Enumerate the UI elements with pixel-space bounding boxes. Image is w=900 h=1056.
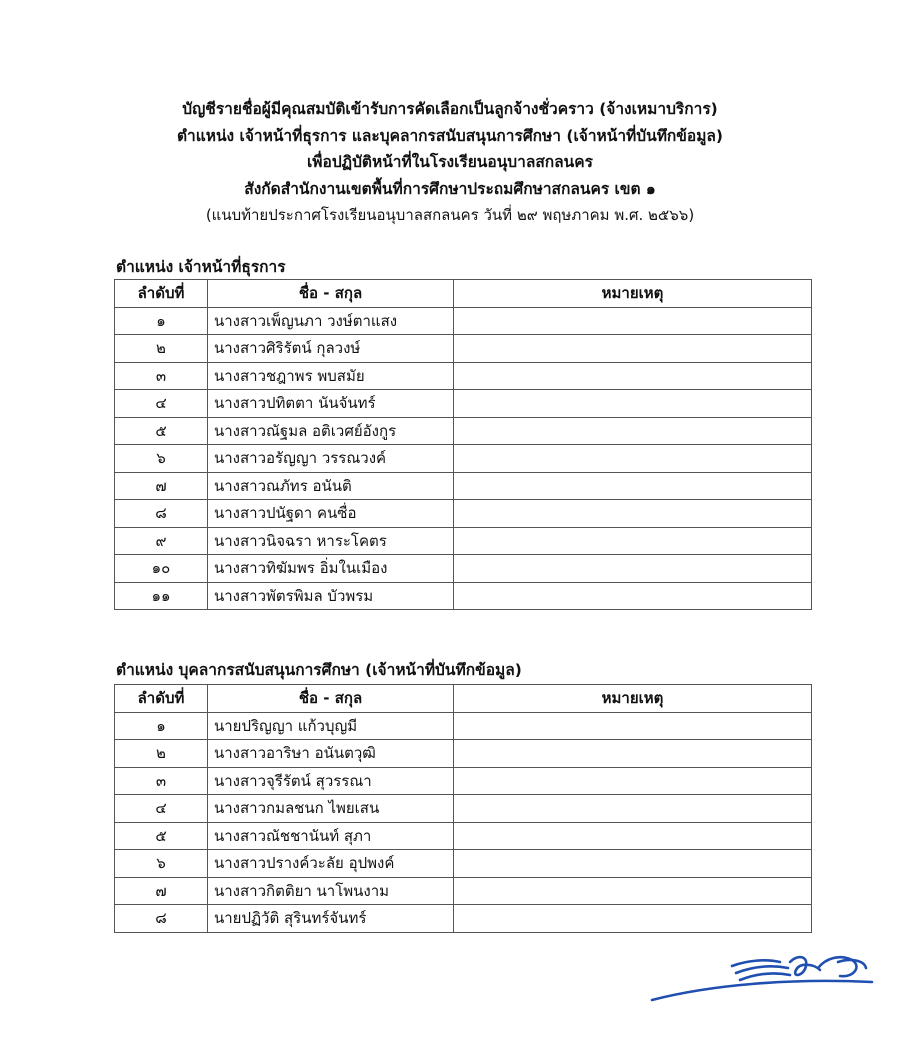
column-header-remark: หมายเหตุ [454, 280, 812, 308]
table-header-row [115, 280, 812, 308]
row-number: ๑ [115, 307, 208, 335]
row-number: ๕ [115, 822, 208, 850]
table-row [115, 582, 812, 610]
row-remark [454, 795, 812, 823]
row-remark [454, 417, 812, 445]
row-number: ๒ [115, 740, 208, 768]
row-name: นางสาวปนัฐดา คนซื่อ [208, 500, 454, 528]
row-remark [454, 335, 812, 363]
row-number: ๓ [115, 767, 208, 795]
section-title-clerk: ตำแหน่ง เจ้าหน้าที่ธุรการ [116, 258, 286, 276]
row-number: ๗ [115, 877, 208, 905]
row-name: นางสาวอรัญญา วรรณวงค์ [208, 445, 454, 473]
row-number: ๙ [115, 527, 208, 555]
data-entry-candidates-table [114, 684, 812, 933]
table-row [115, 767, 812, 795]
row-remark [454, 472, 812, 500]
row-number: ๔ [115, 390, 208, 418]
handwritten-signature [640, 940, 880, 1010]
row-remark [454, 767, 812, 795]
signature-icon [640, 940, 880, 1010]
row-name: นางสาวจุรีรัตน์ สุวรรณา [208, 767, 454, 795]
table-row [115, 472, 812, 500]
table-row [115, 712, 812, 740]
row-number: ๕ [115, 417, 208, 445]
row-name: นางสาวปรางค์วะลัย อุปพงค์ [208, 850, 454, 878]
row-remark [454, 582, 812, 610]
row-remark [454, 905, 812, 933]
table-row [115, 795, 812, 823]
table-row [115, 555, 812, 583]
row-remark [454, 445, 812, 473]
row-number: ๘ [115, 500, 208, 528]
row-name: นางสาวกมลชนก ไพยเสน [208, 795, 454, 823]
table-row [115, 822, 812, 850]
row-remark [454, 527, 812, 555]
row-number: ๗ [115, 472, 208, 500]
table-header-row [115, 685, 812, 713]
column-header-name: ชื่อ - สกุล [208, 685, 454, 713]
header-title-line-4: สังกัดสำนักงานเขตพื้นที่การศึกษาประถมศึกษาสกลนคร เขต ๑ [244, 179, 656, 198]
table-row [115, 500, 812, 528]
row-name: นางสาวอาริษา อนันตวุฒิ [208, 740, 454, 768]
row-remark [454, 362, 812, 390]
row-remark [454, 390, 812, 418]
document-header [0, 96, 900, 229]
row-remark [454, 555, 812, 583]
clerk-candidates-table [114, 279, 812, 610]
header-title-line-3: เพื่อปฏิบัติหน้าที่ในโรงเรียนอนุบาลสกลนคร [307, 153, 593, 171]
table-row [115, 307, 812, 335]
header-title-line-1: บัญชีรายชื่อผู้มีคุณสมบัติเข้ารับการคัดเลือกเป็นลูกจ้างชั่วคราว (จ้างเหมาบริการ) [182, 100, 718, 118]
column-header-no: ลำดับที่ [115, 280, 208, 308]
table-row [115, 335, 812, 363]
row-name: นางสาวณัฐมล อติเวศย์อังกูร [208, 417, 454, 445]
row-name: นางสาวเพ็ญนภา วงษ์ตาแสง [208, 307, 454, 335]
table-row [115, 390, 812, 418]
column-header-name: ชื่อ - สกุล [208, 280, 454, 308]
table-row [115, 905, 812, 933]
row-name: นางสาวปทิตตา นันจันทร์ [208, 390, 454, 418]
row-name: นางสาวกิตติยา นาโพนงาม [208, 877, 454, 905]
row-remark [454, 712, 812, 740]
row-number: ๖ [115, 850, 208, 878]
row-number: ๑๑ [115, 582, 208, 610]
row-number: ๑๐ [115, 555, 208, 583]
row-number: ๑ [115, 712, 208, 740]
row-name: นางสาวนิจฉรา หาระโคตร [208, 527, 454, 555]
table-row [115, 527, 812, 555]
row-number: ๖ [115, 445, 208, 473]
column-header-no: ลำดับที่ [115, 685, 208, 713]
row-name: นางสาวณัชชานันท์ สุภา [208, 822, 454, 850]
row-number: ๓ [115, 362, 208, 390]
header-title-line-2: ตำแหน่ง เจ้าหน้าที่ธุรการ และบุคลากรสนับสนุนการศึกษา (เจ้าหน้าที่บันทึกข้อมูล) [176, 126, 724, 145]
row-remark [454, 500, 812, 528]
section-title-data-entry: ตำแหน่ง บุคลากรสนับสนุนการศึกษา (เจ้าหน้าที่บันทึกข้อมูล) [116, 661, 522, 679]
table-row [115, 445, 812, 473]
table-row [115, 740, 812, 768]
row-number: ๔ [115, 795, 208, 823]
row-name: นางสาวชฎาพร พบสมัย [208, 362, 454, 390]
row-remark [454, 740, 812, 768]
row-name: นายปฏิวัติ สุรินทร์จันทร์ [208, 905, 454, 933]
header-annex-note: (แนบท้ายประกาศโรงเรียนอนุบาลสกลนคร วันที่ ๒๙ พฤษภาคม พ.ศ. ๒๕๖๖) [205, 206, 695, 224]
table-row [115, 850, 812, 878]
row-remark [454, 822, 812, 850]
row-number: ๒ [115, 335, 208, 363]
table-row [115, 417, 812, 445]
row-name: นายปริญญา แก้วบุญมี [208, 712, 454, 740]
row-name: นางสาวพัตรพิมล บัวพรม [208, 582, 454, 610]
row-number: ๘ [115, 905, 208, 933]
row-remark [454, 877, 812, 905]
row-remark [454, 850, 812, 878]
table-row [115, 362, 812, 390]
row-name: นางสาวณภัทร อนันติ [208, 472, 454, 500]
row-name: นางสาวศิริรัตน์ กุลวงษ์ [208, 335, 454, 363]
signature-strokes [652, 957, 872, 1000]
row-name: นางสาวทิฆัมพร อิ่มในเมือง [208, 555, 454, 583]
row-remark [454, 307, 812, 335]
table-row [115, 877, 812, 905]
column-header-remark: หมายเหตุ [454, 685, 812, 713]
